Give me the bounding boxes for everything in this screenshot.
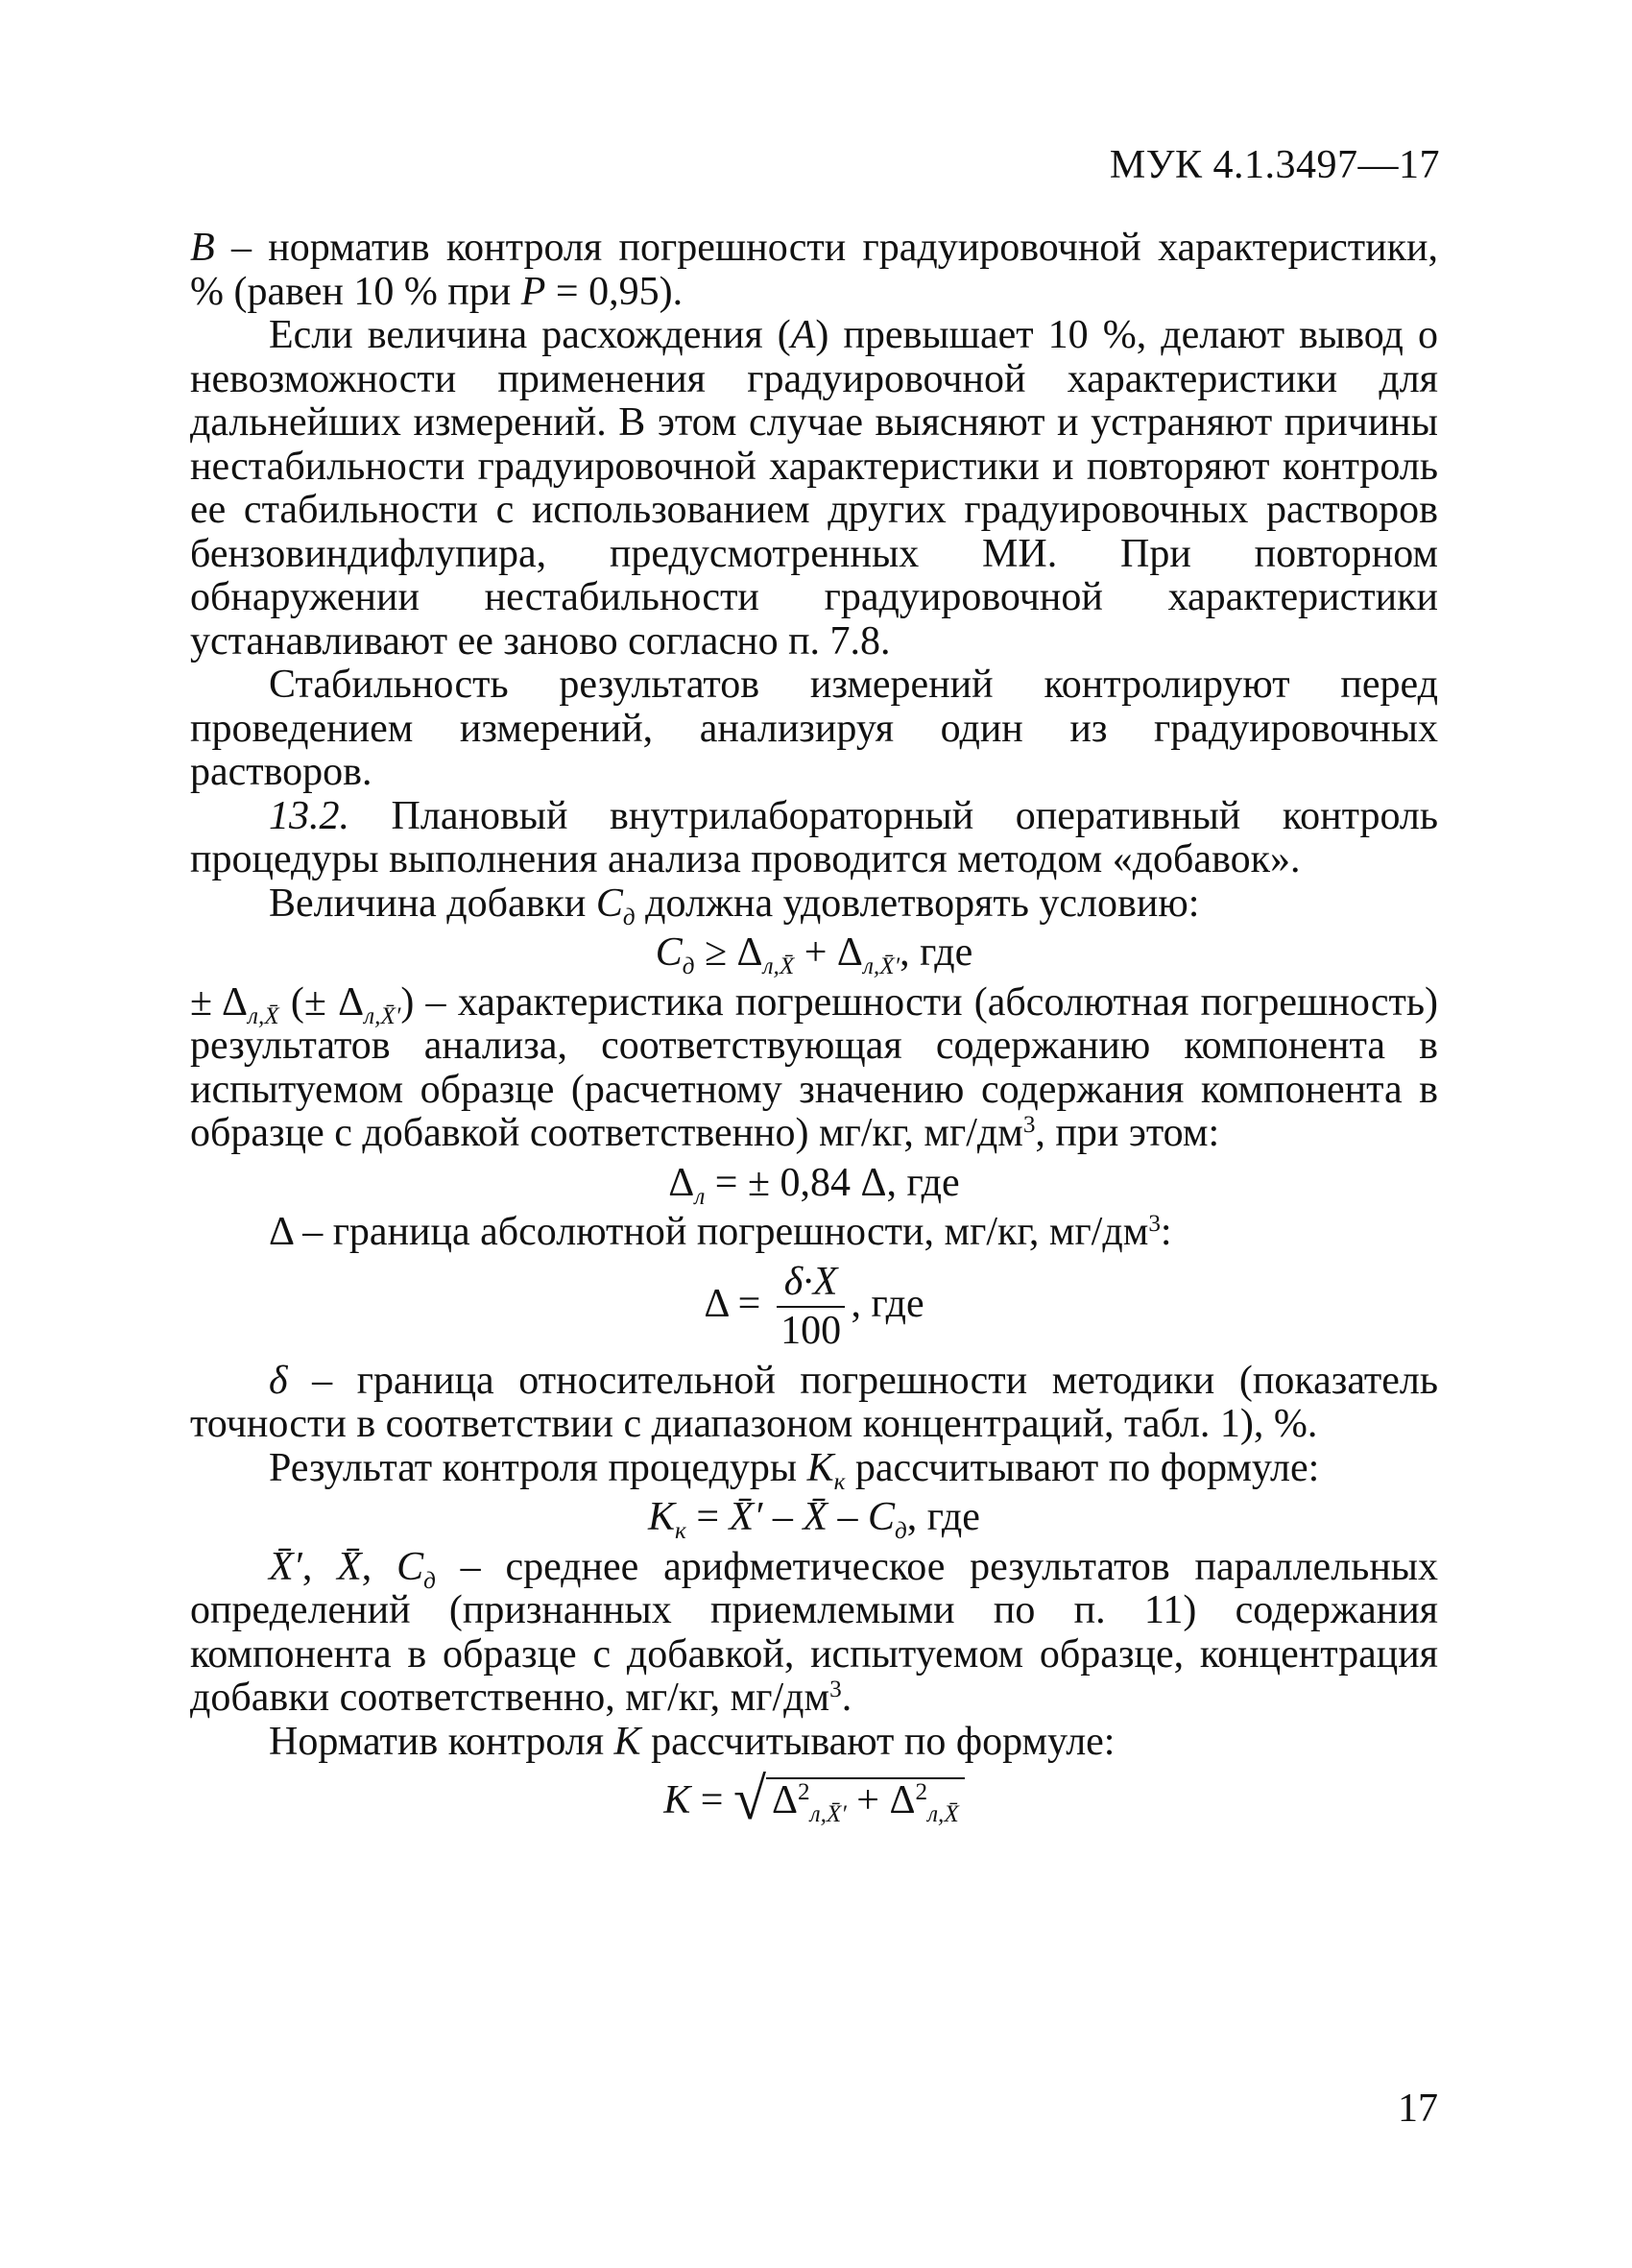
paragraph-delta-definition: Δ – граница абсолютной погрешности, мг/кг, $мг/дм^3$: [269, 1210, 1172, 1254]
paragraph-stability: Стабильность результатов измерений контролируют перед проведением измерений, анализируя один из градуировочных растворов. [190, 663, 1438, 794]
page-number: 17 [1398, 2087, 1438, 2131]
formula-additive-condition: $C_д \ge \Delta_{л,X̄} + \Delta_{л,X̄'}$, где [655, 930, 973, 979]
formula-delta-fraction: Δ = $\frac{\delta\cdot X}{100}$ , где [704, 1259, 924, 1353]
paragraph-13-2: 13.2. Плановый внутрилабораторный оперативный контроль процедуры выполнения анализа проводится методом «добавок». [190, 793, 1438, 881]
document-code: МУК 4.1.3497—17 [1109, 143, 1440, 187]
paragraph-b-definition: B – норматив контроля погрешности градуировочной характеристики, % (равен 10 % при P = 0,95). [190, 226, 1438, 314]
paragraph-control-result: Результат контроля процедуры $K_к$ рассчитывают по формуле: [269, 1445, 1320, 1495]
formula-delta-l: $\Delta_л$ = ± 0,84 Δ, где [668, 1160, 960, 1210]
formula-k-sqrt: K = √ $\Delta^2_{л,X̄'} + \Delta^2_{л,X̄}$ [190, 1777, 1438, 1823]
paragraph-norm: Норматив контроля K рассчитывают по формуле: [269, 1719, 1116, 1764]
paragraph-mean-definition: X̄′, X̄, $C_д$ – среднее арифметическое результатов параллельных определений (признанных приемлемыми по п. 11) содержания компонента в образце с добавкой, испытуемом образце, концентрация добавки соответственно, мг/кг, $мг/дм^3$. [190, 1544, 1439, 1720]
paragraph-error-characteristic: ± $\Delta_{л,X̄}$ (± $\Delta_{л,X̄'}$) – характеристика погрешности (абсолютная погрешность) результатов анализа, соответствующая содержанию компонента в испытуемом образце (расчетному значению содержания компонента в образце с добавкой соответственно) мг/кг, $мг/дм^3$, при этом: [190, 979, 1439, 1155]
formula-kk: $K_к$ = X̄′ – X̄ – $C_д$, где [648, 1495, 980, 1544]
paragraph-additive: Величина добавки $C_д$ должна удовлетворять условию: [269, 881, 1200, 930]
paragraph-delta-relative: δ – граница относительной погрешности методики (показатель точности в соответствии с диапазоном концентраций, табл. 1), %. [190, 1358, 1438, 1446]
paragraph-discrepancy: Если величина расхождения (A) превышает 10 %, делают вывод о невозможности применения градуировочной характеристики для дальнейших измерений. В этом случае выясняют и устраняют причины нестабильности градуировочной характеристики и повторяют контроль ее стабильности с использованием других градуировочных растворов бензовиндифлупира, предусмотренных МИ. При повторном обнаружении нестабильности градуировочной характеристики устанавливают ее заново согласно п. 7.8. [190, 313, 1438, 664]
page-body [190, 226, 1439, 1832]
